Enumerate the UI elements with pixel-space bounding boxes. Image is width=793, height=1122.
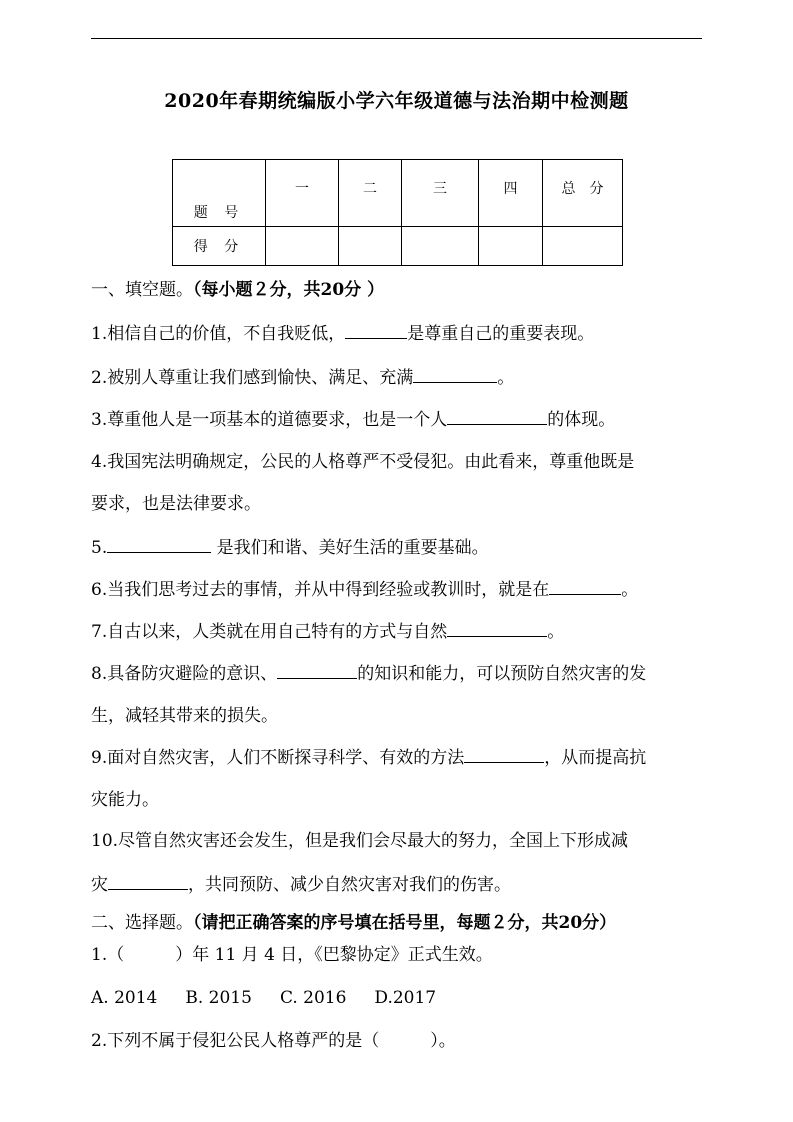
column-2: 二 — [339, 160, 402, 227]
score-table-score-row — [173, 227, 623, 266]
answer-blank[interactable] — [464, 746, 544, 763]
option-b[interactable]: B. 2015 — [185, 988, 252, 1008]
mc-question-1-options — [91, 987, 464, 1009]
question-8-line1: 8.具备防灾避险的意识、 的知识和能力，可以预防自然灾害的发 — [91, 664, 647, 684]
answer-blank[interactable] — [447, 620, 547, 637]
mc-question-2: 2.下列不属于侵犯公民人格尊严的是（ ）。 — [91, 1031, 456, 1051]
column-4: 四 — [479, 160, 543, 227]
document-title: 2020年春期统编版小学六年级道德与法治期中检测题 — [164, 90, 629, 112]
question-10-line2: 灾 ，共同预防、减少自然灾害对我们的伤害。 — [91, 875, 511, 895]
score-cell-1[interactable] — [266, 227, 339, 266]
answer-blank[interactable] — [345, 322, 407, 339]
top-rule — [91, 38, 702, 39]
mc-question-1: 1.（ ）年 11 月 4 日，《巴黎协定》正式生效。 — [91, 945, 493, 965]
question-7: 7.自古以来，人类就在用自己特有的方式与自然 。 — [91, 622, 565, 642]
answer-blank[interactable] — [108, 873, 188, 890]
score-table-header-row — [173, 160, 623, 227]
score-label-cell: 得 分 — [173, 227, 266, 266]
question-1: 1.相信自己的价值，不自我贬低， 是尊重自己的重要表现。 — [91, 324, 595, 344]
answer-blank[interactable] — [413, 366, 497, 383]
question-6: 6.当我们思考过去的事情，并从中得到经验或教训时，就是在 。 — [91, 580, 639, 600]
option-d[interactable]: D.2017 — [374, 988, 437, 1008]
answer-blank[interactable] — [447, 408, 547, 425]
option-a[interactable]: A. 2014 — [91, 988, 158, 1008]
option-c[interactable]: C. 2016 — [279, 988, 347, 1008]
section2-heading: 二、选择题。（请把正确答案的序号填在括号里，每题２分，共20分） — [91, 913, 617, 933]
question-9-line2: 灾能力。 — [91, 790, 159, 810]
header-label-cell: 题 号 — [173, 160, 266, 227]
column-3: 三 — [402, 160, 479, 227]
question-4-line1: 4.我国宪法明确规定，公民的人格尊严不受侵犯。由此看来，尊重他既是 — [91, 452, 635, 472]
score-table — [172, 159, 623, 266]
question-3: 3.尊重他人是一项基本的道德要求，也是一个人 的体现。 — [91, 410, 616, 430]
column-total: 总 分 — [543, 160, 623, 227]
score-cell-3[interactable] — [402, 227, 479, 266]
answer-blank[interactable] — [549, 578, 621, 595]
column-1: 一 — [266, 160, 339, 227]
question-10-line1: 10.尽管自然灾害还会发生，但是我们会尽最大的努力，全国上下形成减 — [91, 831, 629, 851]
score-cell-4[interactable] — [479, 227, 543, 266]
section1-heading: 一、填空题。（每小题２分，共20分 ） — [91, 280, 385, 300]
score-cell-2[interactable] — [339, 227, 402, 266]
question-5: 5. 是我们和谐、美好生活的重要基础。 — [91, 538, 489, 558]
answer-blank[interactable] — [277, 662, 357, 679]
question-2: 2.被别人尊重让我们感到愉快、满足、充满 。 — [91, 368, 515, 388]
question-9-line1: 9.面对自然灾害，人们不断探寻科学、有效的方法 ，从而提高抗 — [91, 748, 647, 768]
question-4-line2: 要求，也是法律要求。 — [91, 494, 261, 514]
answer-blank[interactable] — [107, 536, 211, 553]
question-8-line2: 生，减轻其带来的损失。 — [91, 706, 278, 726]
score-cell-total[interactable] — [543, 227, 623, 266]
